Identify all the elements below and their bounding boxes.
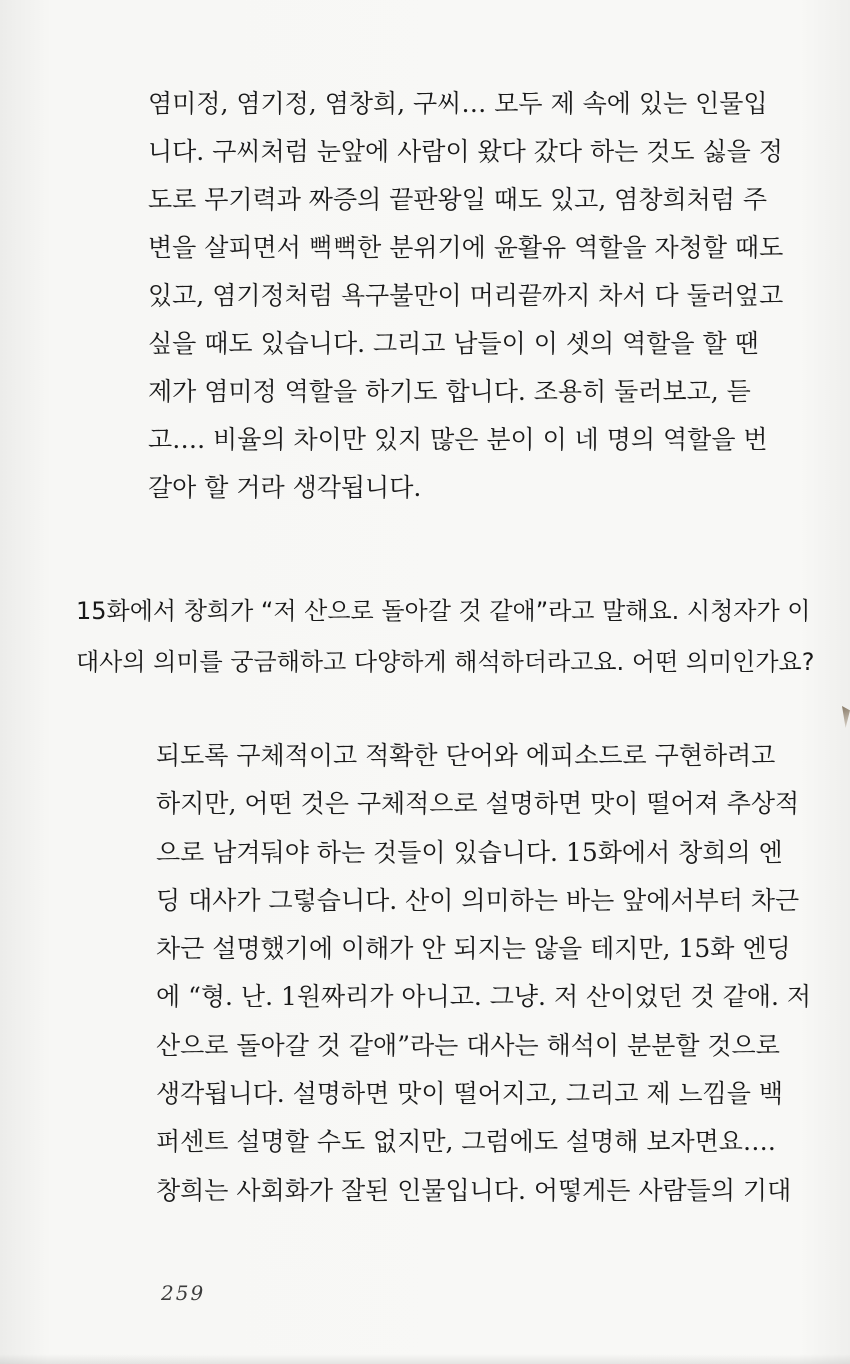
text-line: 염미정, 염기정, 염창희, 구씨… 모두 제 속에 있는 인물입 <box>148 89 768 118</box>
text-line: 퍼센트 설명할 수도 없지만, 그럼에도 설명해 보자면요…. <box>156 1127 776 1157</box>
text-line: 으로 남겨둬야 하는 것들이 있습니다. 15화에서 창희의 엔 <box>156 837 783 867</box>
text-line: 제가 염미정 역할을 하기도 합니다. 조용히 둘러보고, 듣 <box>148 377 751 406</box>
page-edge-mark <box>842 706 850 728</box>
text-line: 딩 대사가 그렇습니다. 산이 의미하는 바는 앞에서부터 차근 <box>156 885 800 915</box>
text-line: 싶을 때도 있습니다. 그리고 남들이 이 셋의 역할을 할 땐 <box>148 329 759 358</box>
answer-paragraph-1 <box>148 89 784 523</box>
text-line: 도로 무기력과 짜증의 끝판왕일 때도 있고, 염창희처럼 주 <box>148 185 768 214</box>
interview-question <box>76 597 815 701</box>
text-line: 고…. 비율의 차이만 있지 많은 분이 이 네 명의 역할을 번 <box>148 425 768 454</box>
text-line: 생각됩니다. 설명하면 맛이 떨어지고, 그리고 제 느낌을 백 <box>156 1079 783 1109</box>
scan-bottom-shadow <box>0 1354 850 1364</box>
text-line: 산으로 돌아갈 것 같애”라는 대사는 해석이 분분할 것으로 <box>156 1030 780 1060</box>
text-line: 있고, 염기정처럼 욕구불만이 머리끝까지 차서 다 둘러엎고 <box>148 281 784 310</box>
text-line: 하지만, 어떤 것은 구체적으로 설명하면 맛이 떨어져 추상적 <box>156 789 800 819</box>
text-line: 되도록 구체적이고 적확한 단어와 에피소드로 구현하려고 <box>156 741 776 770</box>
question-line: 대사의 의미를 궁금해하고 다양하게 해석하더라고요. 어떤 의미인가요? <box>76 648 815 676</box>
text-line: 창희는 사회화가 잘된 인물입니다. 어떻게든 사람들의 기대 <box>156 1175 792 1205</box>
answer-paragraph-2 <box>156 741 812 1226</box>
text-line: 변을 살피면서 뻑뻑한 분위기에 윤활유 역할을 자청할 때도 <box>148 233 784 262</box>
text-line: 갈아 할 거라 생각됩니다. <box>148 473 422 502</box>
text-line: 차근 설명했기에 이해가 안 되지는 않을 테지만, 15화 엔딩 <box>156 934 791 964</box>
page-number: 259 <box>161 1281 206 1305</box>
text-line: 니다. 구씨처럼 눈앞에 사람이 왔다 갔다 하는 것도 싫을 정 <box>148 137 783 166</box>
question-line: 15화에서 창희가 “저 산으로 돌아갈 것 같애”라고 말해요. 시청자가 이 <box>76 597 811 625</box>
text-line: 에 “형. 난. 1원짜리가 아니고. 그냥. 저 산이었던 것 같애. 저 <box>156 982 812 1012</box>
